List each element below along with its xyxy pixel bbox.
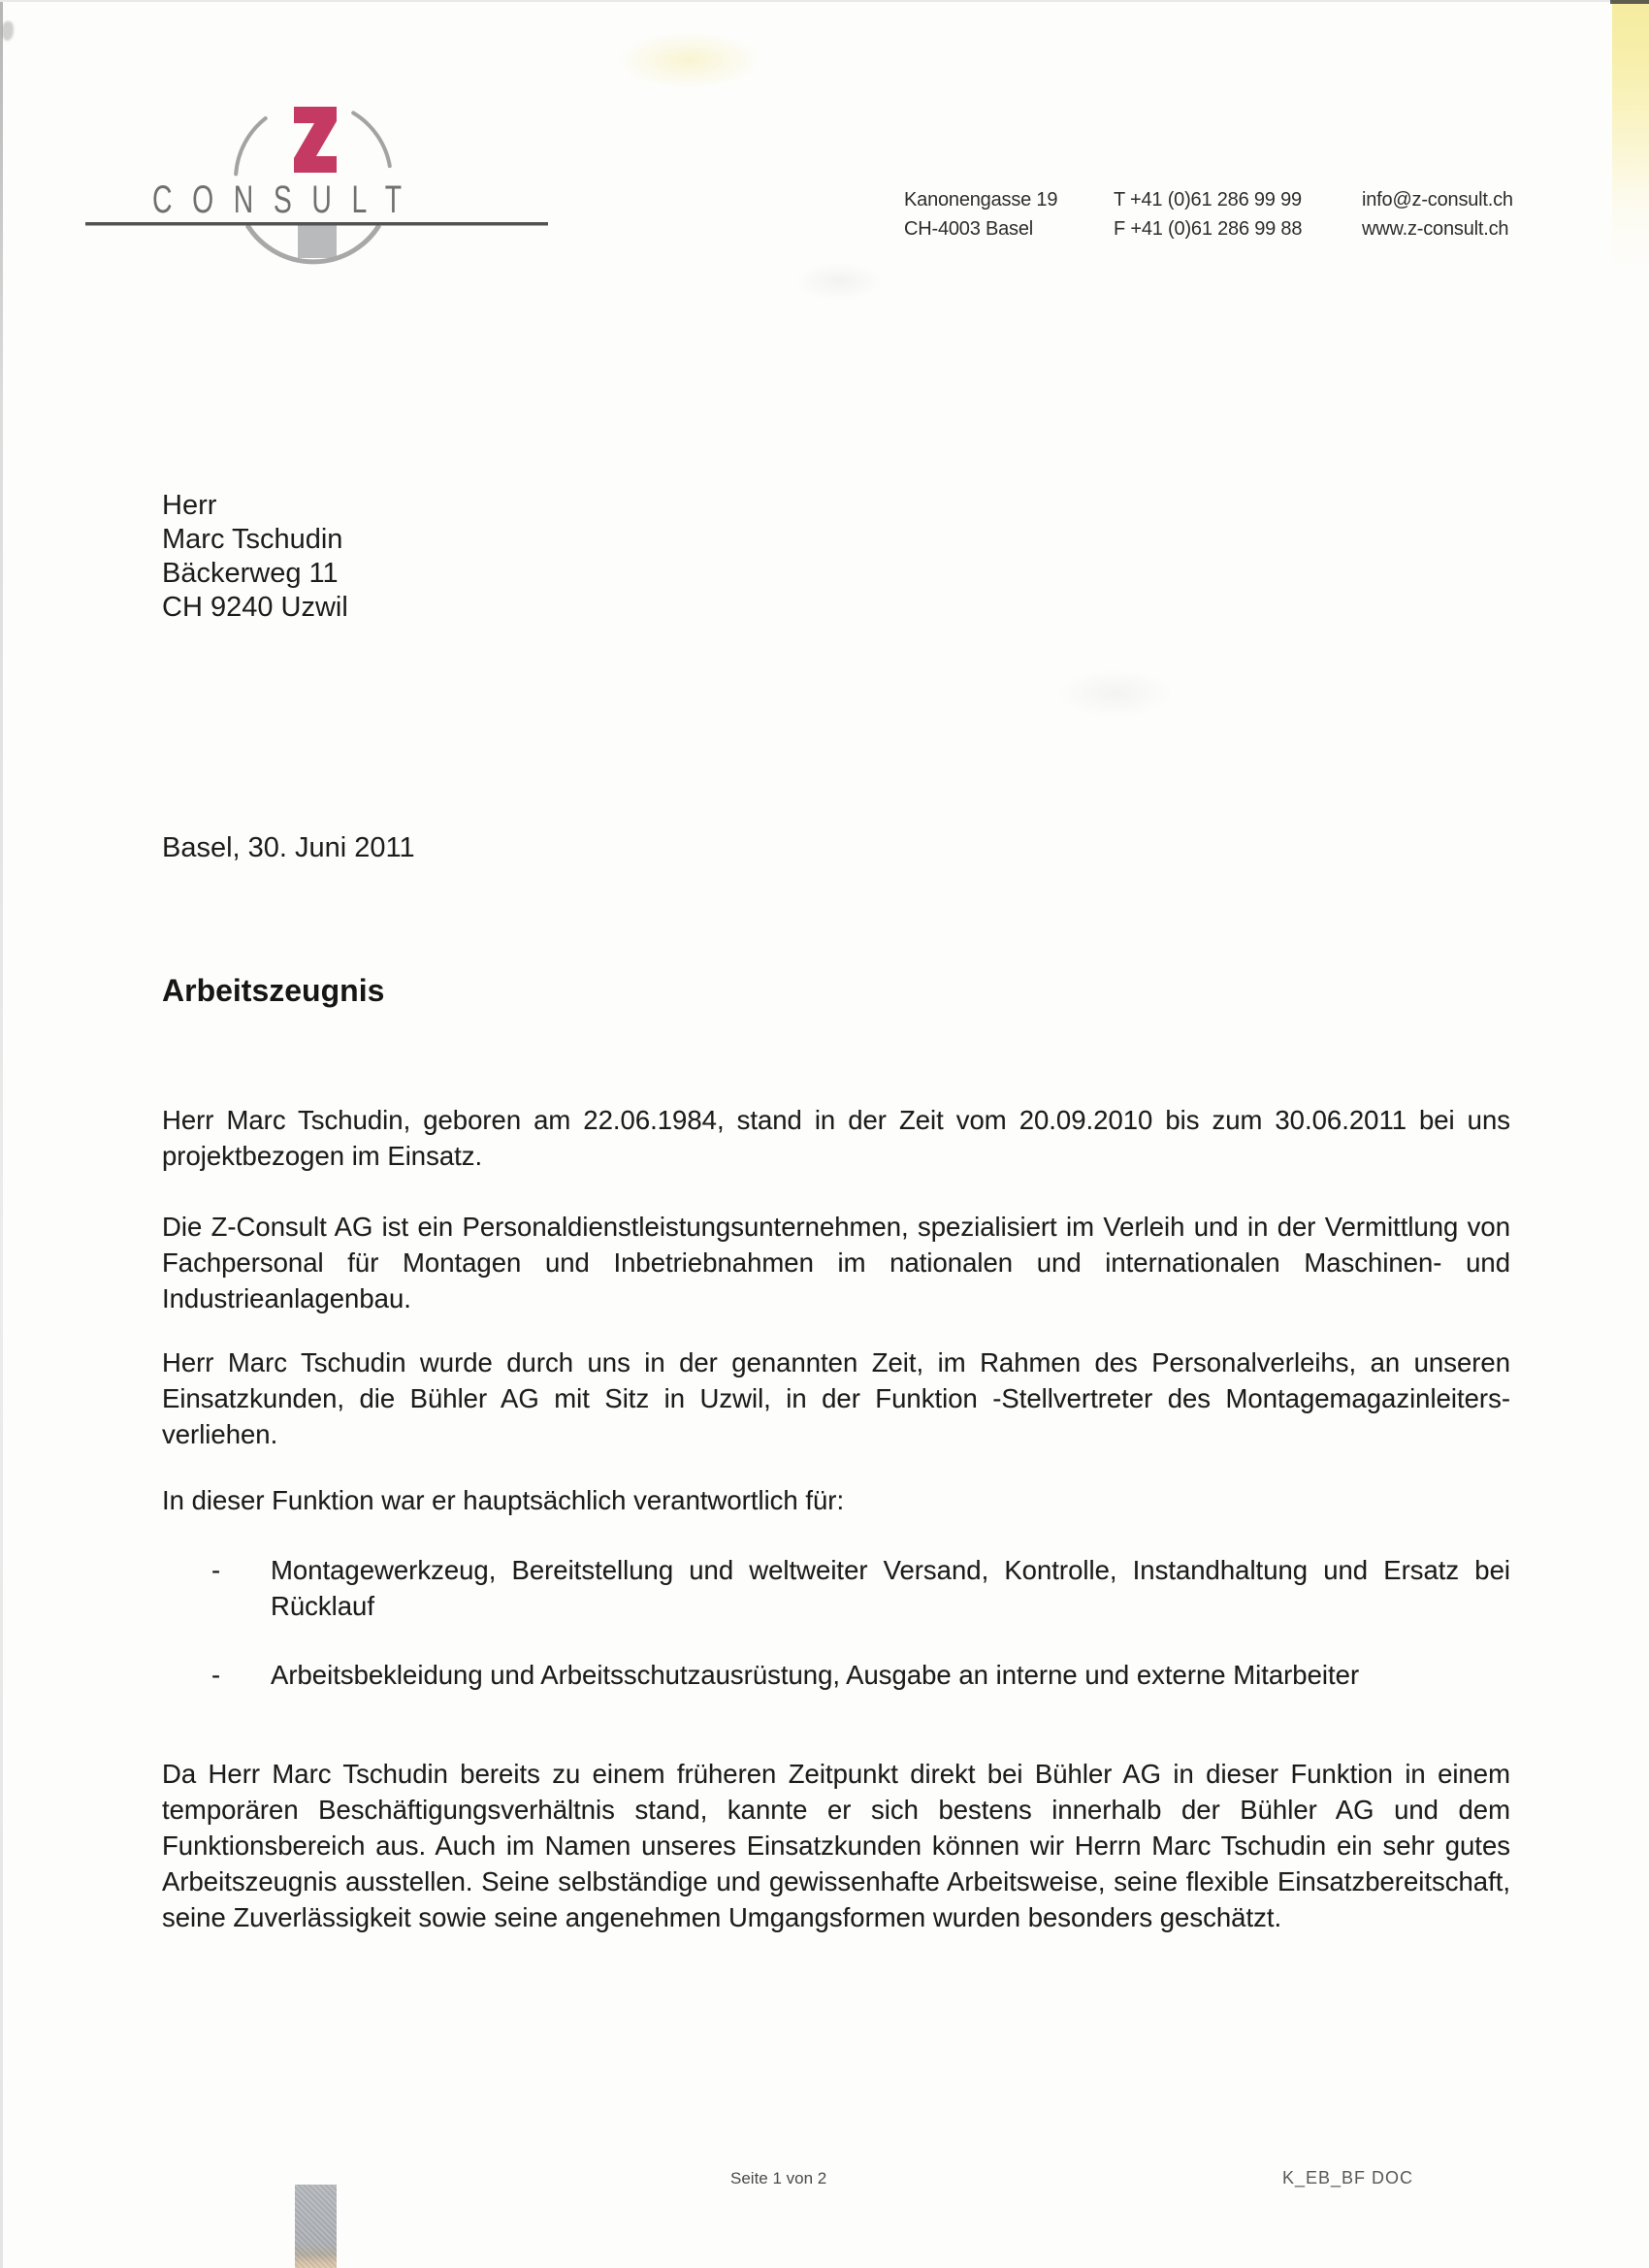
- logo-stem: [298, 225, 337, 258]
- letterhead-phone: T +41 (0)61 286 99 99: [1114, 189, 1302, 211]
- letterhead-phone-column: [1114, 185, 1302, 243]
- responsibility-text: Montagewerkzeug, Bereitstellung und weltweiter Versand, Kontrolle, Instandhaltung und Ersatz bei Rücklauf: [271, 1555, 1510, 1621]
- recipient-address-block: [162, 489, 348, 625]
- paragraph-assessment: Da Herr Marc Tschudin bereits zu einem früheren Zeitpunkt direkt bei Bühler AG in dieser Funktion in einem temporären Beschäftigungsverhältnis stand, kannte er sich bestens innerhalb der Bühler AG und dem Funktionsbereich aus. Auch im Namen unseres Einsatzkunden können wir Herrn Marc Tschudin ein sehr gutes Arbeitszeugnis ausstellen. Seine selbständige und gewissenhafte Arbeitsweise, seine flexible Einsatzbereitschaft, seine Zuverlässigkeit sowie seine angenehmen Umgangsformen wurden besonders geschätzt.: [162, 1759, 1510, 1932]
- footer-doc-ref: K_EB_BF DOC: [1282, 2168, 1414, 2187]
- responsibilities-list: [162, 1552, 1510, 1693]
- paragraph-assignment: Herr Marc Tschudin wurde durch uns in der genannten Zeit, im Rahmen des Personalverleihs, an unseren Einsatzkunden, die Bühler AG mit Sitz in Uzwil, in der Funktion -Stellvertreter des Montagemagazinleiters- verliehen.: [162, 1347, 1510, 1449]
- recipient-city: CH 9240 Uzwil: [162, 592, 348, 623]
- scan-bottom-bar-artifact: [295, 2185, 337, 2268]
- logo-z-letter: [294, 107, 337, 173]
- responsibility-item: [162, 1552, 1510, 1624]
- scan-edge-left: [0, 0, 3, 2268]
- logo-arc-right: [353, 113, 390, 166]
- letterhead-website: www.z-consult.ch: [1362, 218, 1509, 240]
- z-consult-logo: [0, 0, 601, 301]
- subject-title: Arbeitszeugnis: [162, 973, 385, 1008]
- letterhead-street: Kanonengasse 19: [904, 189, 1058, 211]
- logo-rule: [85, 222, 548, 226]
- logo-arc-left: [236, 118, 266, 174]
- letterhead-city: CH-4003 Basel: [904, 218, 1034, 240]
- recipient-name: Marc Tschudin: [162, 524, 343, 555]
- recipient-salutation: Herr: [162, 490, 217, 521]
- recipient-street: Bäckerweg 11: [162, 558, 339, 589]
- scan-smudge: [616, 31, 761, 89]
- footer-page-number: Seite 1 von 2: [730, 2169, 827, 2187]
- bullet-dash: -: [211, 1555, 221, 1585]
- bullet-dash: -: [211, 1660, 221, 1690]
- paragraph-responsibilities-intro: In dieser Funktion war er hauptsächlich verantwortlich für:: [162, 1485, 845, 1515]
- letterhead-web-column: [1362, 185, 1513, 243]
- letterhead-email: info@z-consult.ch: [1362, 189, 1513, 211]
- scan-smudge: [795, 262, 883, 301]
- logo-company-name: CONSULT: [152, 178, 422, 222]
- scan-smudge: [1057, 669, 1174, 718]
- letterhead-address-column: [904, 185, 1057, 243]
- dateline: Basel, 30. Juni 2011: [162, 832, 415, 863]
- scan-yellow-strip: [1612, 0, 1649, 276]
- responsibility-text: Arbeitsbekleidung und Arbeitsschutzausrüstung, Ausgabe an interne und externe Mitarbeiter: [271, 1660, 1360, 1690]
- paragraph-employment-period: Herr Marc Tschudin, geboren am 22.06.1984, stand in der Zeit vom 20.09.2010 bis zum 30.06.2011 bei uns projektbezogen im Einsatz.: [162, 1105, 1510, 1171]
- scan-yellow-strip-cap: [1610, 0, 1649, 4]
- letter-body: [162, 1102, 1510, 1935]
- paragraph-company-description: Die Z-Consult AG ist ein Personaldienstleistungsunternehmen, spezialisiert im Verleih und in der Vermittlung von Fachpersonal für Montagen und Inbetriebnahmen im nationalen und internationalen Maschinen- und Industrieanlagenbau.: [162, 1212, 1510, 1313]
- responsibility-item: [162, 1657, 1510, 1693]
- letterhead-fax: F +41 (0)61 286 99 88: [1114, 218, 1303, 240]
